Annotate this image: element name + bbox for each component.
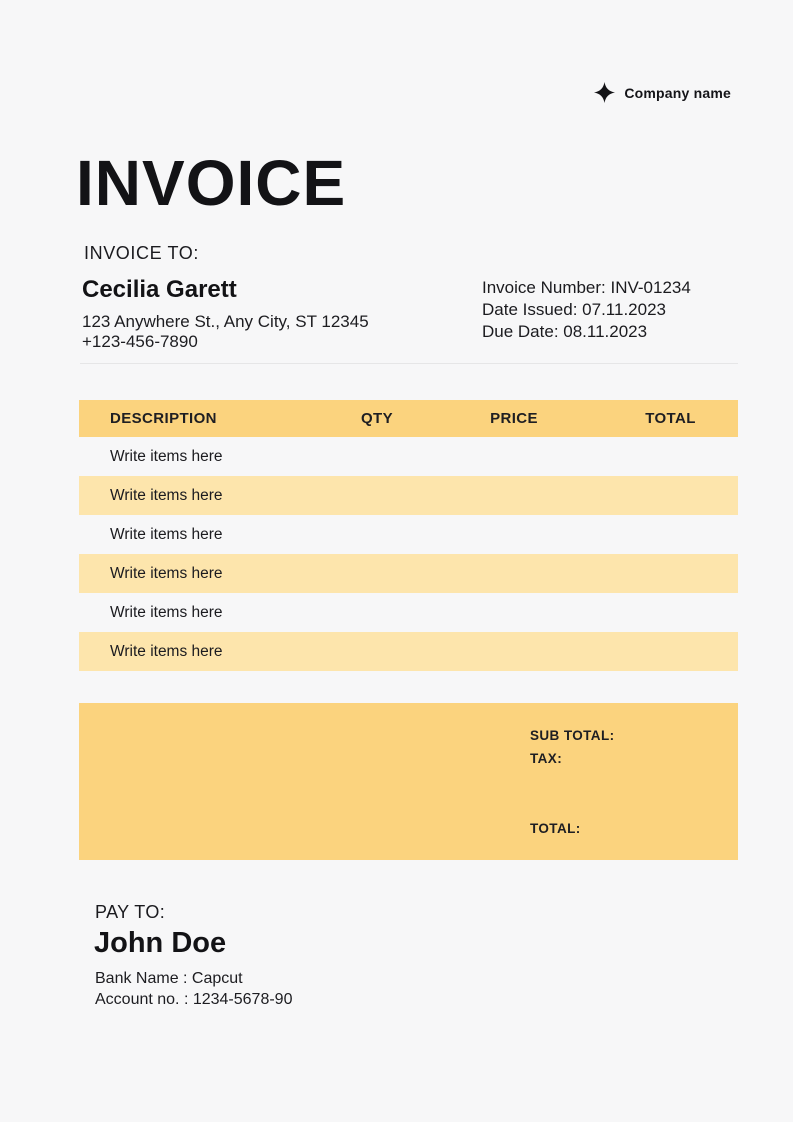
invoice-number: Invoice Number: INV-01234	[482, 278, 691, 297]
client-phone: +123-456-7890	[82, 332, 198, 351]
table-row	[79, 554, 738, 593]
item-description: Write items here	[110, 447, 223, 465]
item-description: Write items here	[110, 525, 223, 543]
payee-name: John Doe	[94, 927, 227, 959]
item-description: Write items here	[110, 642, 223, 660]
table-row	[79, 476, 738, 515]
column-header-price: PRICE	[490, 410, 538, 427]
date-issued: Date Issued: 07.11.2023	[482, 300, 666, 319]
totals-summary-box	[79, 703, 738, 860]
items-table	[79, 400, 738, 671]
table-row	[79, 437, 738, 476]
tax-label: TAX:	[530, 751, 563, 766]
pay-to-label: PAY TO:	[95, 902, 166, 922]
company-name: Company name	[624, 84, 731, 101]
client-name: Cecilia Garett	[82, 276, 237, 303]
table-row	[79, 593, 738, 632]
four-pointed-star-icon	[594, 82, 615, 103]
total-label: TOTAL:	[530, 821, 581, 836]
column-header-total: TOTAL	[645, 410, 696, 427]
client-street: 123 Anywhere St., Any City, ST 12345	[82, 312, 369, 331]
bank-details	[95, 969, 292, 1010]
client-address	[82, 312, 369, 352]
item-description: Write items here	[110, 486, 223, 504]
bank-name-line: Bank Name : Capcut	[95, 970, 243, 987]
invoice-meta	[482, 277, 691, 343]
page-title: INVOICE	[76, 147, 347, 219]
table-row	[79, 515, 738, 554]
account-number-line: Account no. : 1234-5678-90	[95, 990, 293, 1008]
company-brand	[594, 82, 731, 103]
column-header-qty: QTY	[360, 410, 394, 427]
due-date: Due Date: 08.11.2023	[482, 322, 648, 341]
section-divider	[80, 363, 738, 364]
item-description: Write items here	[110, 564, 223, 582]
sub-total-label: SUB TOTAL:	[530, 728, 615, 743]
table-row	[79, 632, 738, 671]
table-header-row	[79, 400, 738, 437]
invoice-to-label: INVOICE TO:	[84, 243, 199, 263]
column-header-description: DESCRIPTION	[110, 410, 217, 427]
item-description: Write items here	[110, 603, 223, 621]
